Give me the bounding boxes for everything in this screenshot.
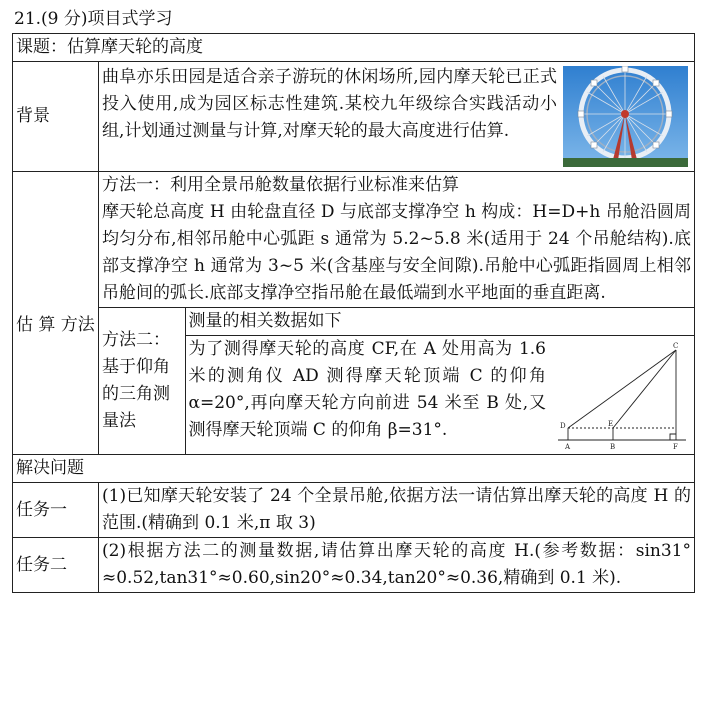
method2-content-cell [185,336,695,455]
methods-label: 估 算 方法 [16,315,95,335]
label-C: C [673,342,679,350]
topic-text: 课题：估算摩天轮的高度 [16,37,203,57]
label-B: B [610,443,616,451]
task2-label-cell [13,538,99,593]
background-label: 背景 [16,106,50,126]
method1-title: 方法一：利用全景吊舱数量依据行业标准来估算 [102,175,459,195]
task2-content [99,538,695,593]
methods-label-cell [13,172,99,455]
method2-label-cell [99,308,185,455]
project-table [12,33,695,593]
task1-label: 任务一 [16,499,67,520]
task1-text: (1)已知摩天轮安装了 24 个全景吊舱,依据方法一请估算出摩天轮的高度 H 的范围.(精确到 0.1 米,π 取 3) [102,486,691,533]
task2-text: (2)根据方法二的测量数据,请估算出摩天轮的高度 H.(参考数据：sin31° ≈0.52,tan31°≈0.60,sin20°≈0.34,tan20°≈0.36,精确到 0.1 米). [102,541,691,588]
background-content [99,62,695,172]
task1-content [99,483,695,538]
label-E: E [608,420,614,428]
solve-header-cell [13,455,695,483]
task1-label-cell [13,483,99,538]
label-A: A [565,443,571,451]
method1-text: 摩天轮总高度 H 由轮盘直径 D 与底部支撑净空 h 构成：H=D+h 吊舱沿圆周均匀分布,相邻吊舱中心弧距 s 通常为 5.2~5.8 米(适用于 24 个吊舱结构).底部支撑净空 h 通常为 3~5 米(含基座与安全间隙).吊舱中心弧距指圆周上相邻吊舱间的弧长.底部支撑净空指吊舱在最低端到水平地面的垂直距离. [102,202,691,303]
methods-content [99,172,695,455]
method2-label: 方法二：基于仰角的三角测量法 [102,330,170,431]
question-header: 21.(9 分)项目式学习 [14,9,173,29]
method2-text: 为了测得摩天轮的高度 CF,在 A 处用高为 1.6 米的测角仪 AD 测得摩天轮顶端 C 的仰角 α=20°,再向摩天轮方向前进 54 米至 B 处,又测得摩天轮顶端 C 的仰角 β=31°. [188,339,546,440]
background-text: 曲阜亦乐田园是适合亲子游玩的休闲场所,园内摩天轮已正式投入使用,成为园区标志性建筑.某校九年级综合实践活动小组,计划通过测量与计算,对摩天轮的最大高度进行估算. [102,67,557,141]
topic-cell [13,34,695,62]
method2-intro: 测量的相关数据如下 [188,311,342,331]
label-F: F [673,443,678,451]
measurement-diagram [552,340,692,454]
label-D: D [560,422,566,430]
task2-label: 任务二 [16,554,67,575]
ferris-wheel-photo [563,66,688,167]
method2-intro-cell [185,308,695,336]
background-label-cell [13,62,99,172]
solve-header: 解决问题 [16,458,84,478]
method2-table [99,307,695,454]
